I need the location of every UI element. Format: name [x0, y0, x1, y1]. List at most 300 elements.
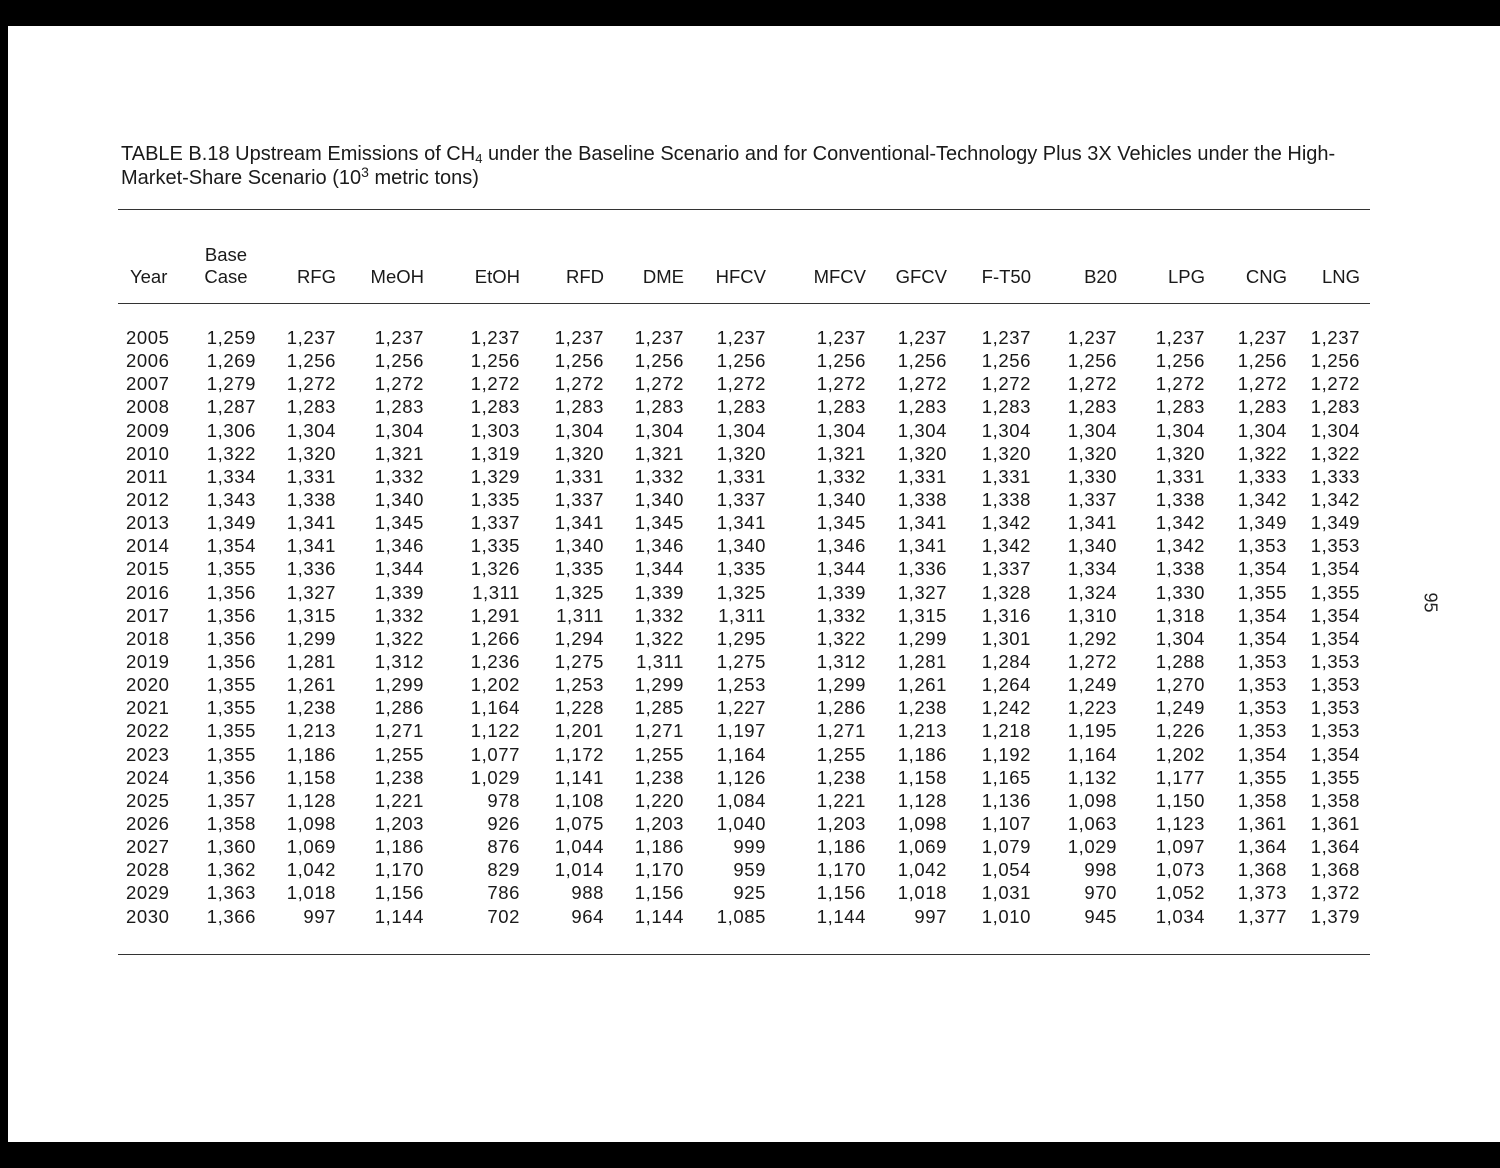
value-cell: 1,335 — [554, 558, 604, 580]
table-body — [118, 296, 1368, 928]
value-cell: 1,132 — [1067, 766, 1117, 788]
value-cell: 1,237 — [634, 327, 684, 349]
value-cell: 1,353 — [1310, 674, 1360, 696]
value-cell: 1,356 — [206, 766, 256, 788]
year-cell: 2020 — [126, 674, 170, 696]
value-cell: 945 — [1084, 905, 1117, 927]
year-cell: 2008 — [126, 396, 170, 418]
value-cell: 1,337 — [1067, 489, 1117, 511]
value-cell: 1,356 — [206, 627, 256, 649]
value-cell: 1,353 — [1310, 651, 1360, 673]
value-cell: 1,325 — [554, 581, 604, 603]
value-cell: 1,332 — [374, 465, 424, 487]
value-cell: 1,338 — [897, 489, 947, 511]
value-cell: 1,331 — [716, 465, 766, 487]
value-cell: 1,256 — [554, 350, 604, 372]
year-cell: 2016 — [126, 581, 170, 603]
value-cell: 1,322 — [634, 627, 684, 649]
value-cell: 1,372 — [1310, 882, 1360, 904]
value-cell: 1,272 — [716, 373, 766, 395]
value-cell: 1,283 — [470, 396, 520, 418]
year-cell: 2023 — [126, 743, 170, 765]
table-row — [118, 789, 1368, 812]
value-cell: 1,255 — [816, 743, 866, 765]
value-cell: 1,237 — [897, 327, 947, 349]
value-cell: 1,284 — [981, 651, 1031, 673]
document-page — [8, 26, 1500, 1142]
value-cell: 1,237 — [554, 327, 604, 349]
value-cell: 1,299 — [286, 627, 336, 649]
value-cell: 1,272 — [470, 373, 520, 395]
value-cell: 1,311 — [472, 581, 520, 603]
year-cell: 2028 — [126, 859, 170, 881]
value-cell: 1,356 — [206, 651, 256, 673]
value-cell: 1,272 — [1067, 373, 1117, 395]
value-cell: 1,337 — [981, 558, 1031, 580]
value-cell: 1,301 — [981, 627, 1031, 649]
value-cell: 1,044 — [554, 836, 604, 858]
value-cell: 1,340 — [374, 489, 424, 511]
value-cell: 1,321 — [634, 442, 684, 464]
value-cell: 1,299 — [816, 674, 866, 696]
value-cell: 1,331 — [897, 465, 947, 487]
value-cell: 786 — [487, 882, 520, 904]
value-cell: 1,256 — [816, 350, 866, 372]
value-cell: 1,346 — [634, 535, 684, 557]
value-cell: 1,355 — [206, 743, 256, 765]
value-cell: 1,018 — [286, 882, 336, 904]
value-cell: 1,186 — [374, 836, 424, 858]
value-cell: 1,042 — [897, 859, 947, 881]
column-header: GFCV — [895, 266, 947, 287]
value-cell: 1,034 — [1155, 905, 1205, 927]
value-cell: 1,353 — [1237, 535, 1287, 557]
value-cell: 1,319 — [470, 442, 520, 464]
table-row — [118, 326, 1368, 349]
value-cell: 1,123 — [1155, 813, 1205, 835]
value-cell: 1,271 — [816, 720, 866, 742]
value-cell: 1,285 — [634, 697, 684, 719]
table-row — [118, 858, 1368, 881]
value-cell: 1,312 — [816, 651, 866, 673]
value-cell: 1,331 — [981, 465, 1031, 487]
value-cell: 1,338 — [1155, 489, 1205, 511]
value-cell: 1,144 — [816, 905, 866, 927]
value-cell: 1,281 — [286, 651, 336, 673]
value-cell: 1,256 — [981, 350, 1031, 372]
value-cell: 1,237 — [1310, 327, 1360, 349]
caption-superscript: 3 — [361, 164, 369, 180]
value-cell: 959 — [733, 859, 766, 881]
value-cell: 1,320 — [554, 442, 604, 464]
value-cell: 1,356 — [206, 604, 256, 626]
value-cell: 1,341 — [554, 512, 604, 534]
value-cell: 1,311 — [636, 651, 684, 673]
value-cell: 1,270 — [1155, 674, 1205, 696]
value-cell: 1,354 — [1237, 627, 1287, 649]
value-cell: 1,330 — [1155, 581, 1205, 603]
value-cell: 1,249 — [1155, 697, 1205, 719]
value-cell: 1,107 — [981, 813, 1031, 835]
value-cell: 1,150 — [1155, 789, 1205, 811]
value-cell: 1,283 — [816, 396, 866, 418]
table-caption — [121, 142, 1361, 190]
value-cell: 1,170 — [634, 859, 684, 881]
value-cell: 1,361 — [1237, 813, 1287, 835]
value-cell: 1,349 — [1310, 512, 1360, 534]
value-cell: 1,156 — [634, 882, 684, 904]
value-cell: 1,031 — [981, 882, 1031, 904]
value-cell: 1,360 — [206, 836, 256, 858]
value-cell: 1,328 — [981, 581, 1031, 603]
value-cell: 1,052 — [1155, 882, 1205, 904]
value-cell: 1,321 — [816, 442, 866, 464]
table-row — [118, 488, 1368, 511]
table-row — [118, 835, 1368, 858]
top-rule — [118, 209, 1370, 210]
value-cell: 1,256 — [1155, 350, 1205, 372]
value-cell: 1,330 — [1067, 465, 1117, 487]
header-row — [118, 226, 1368, 296]
value-cell: 1,275 — [554, 651, 604, 673]
value-cell: 1,288 — [1155, 651, 1205, 673]
year-cell: 2019 — [126, 651, 170, 673]
value-cell: 1,364 — [1237, 836, 1287, 858]
value-cell: 1,322 — [816, 627, 866, 649]
value-cell: 1,237 — [1067, 327, 1117, 349]
column-header: RFD — [565, 266, 604, 287]
year-cell: 2021 — [126, 697, 170, 719]
value-cell: 1,069 — [286, 836, 336, 858]
value-cell: 1,373 — [1237, 882, 1287, 904]
value-cell: 1,029 — [470, 766, 520, 788]
value-cell: 1,292 — [1067, 627, 1117, 649]
value-cell: 1,353 — [1237, 651, 1287, 673]
value-cell: 1,336 — [286, 558, 336, 580]
value-cell: 1,346 — [374, 535, 424, 557]
value-cell: 1,304 — [1237, 419, 1287, 441]
value-cell: 970 — [1084, 882, 1117, 904]
value-cell: 1,304 — [634, 419, 684, 441]
year-cell: 2005 — [126, 327, 170, 349]
value-cell: 1,156 — [816, 882, 866, 904]
value-cell: 1,144 — [634, 905, 684, 927]
value-cell: 1,333 — [1310, 465, 1360, 487]
value-cell: 1,261 — [897, 674, 947, 696]
value-cell: 1,279 — [206, 373, 256, 395]
header-spacer — [118, 296, 1368, 326]
value-cell: 1,192 — [981, 743, 1031, 765]
caption-text-part2: under the Baseline Scenario and for Conventional-Technology Plus 3X Vehicles under the High-Market-Share Scenario (10 — [121, 143, 1336, 189]
value-cell: 1,332 — [634, 604, 684, 626]
column-header: MeOH — [370, 266, 424, 287]
value-cell: 1,346 — [816, 535, 866, 557]
value-cell: 1,304 — [816, 419, 866, 441]
table-row — [118, 812, 1368, 835]
value-cell: 1,311 — [556, 604, 604, 626]
value-cell: 1,272 — [374, 373, 424, 395]
value-cell: 1,253 — [716, 674, 766, 696]
caption-text-part3: metric tons) — [368, 167, 479, 189]
column-header: LPG — [1167, 266, 1205, 287]
column-header: EtOH — [474, 266, 520, 287]
value-cell: 1,354 — [1237, 743, 1287, 765]
table-row — [118, 719, 1368, 742]
table-row — [118, 511, 1368, 534]
value-cell: 1,164 — [470, 697, 520, 719]
value-cell: 1,353 — [1237, 674, 1287, 696]
table-row — [118, 881, 1368, 904]
value-cell: 1,349 — [206, 512, 256, 534]
value-cell: 1,349 — [1237, 512, 1287, 534]
value-cell: 1,355 — [1310, 581, 1360, 603]
value-cell: 1,342 — [1310, 489, 1360, 511]
value-cell: 1,342 — [1155, 535, 1205, 557]
value-cell: 1,337 — [554, 489, 604, 511]
value-cell: 1,353 — [1310, 535, 1360, 557]
value-cell: 1,283 — [716, 396, 766, 418]
value-cell: 1,355 — [206, 674, 256, 696]
value-cell: 1,341 — [286, 535, 336, 557]
value-cell: 1,128 — [286, 789, 336, 811]
value-cell: 1,069 — [897, 836, 947, 858]
value-cell: 1,272 — [634, 373, 684, 395]
year-cell: 2007 — [126, 373, 170, 395]
value-cell: 1,368 — [1310, 859, 1360, 881]
value-cell: 1,283 — [981, 396, 1031, 418]
value-cell: 1,253 — [554, 674, 604, 696]
value-cell: 1,186 — [897, 743, 947, 765]
column-header: Base Case — [204, 244, 248, 287]
table-row — [118, 372, 1368, 395]
value-cell: 1,341 — [716, 512, 766, 534]
value-cell: 1,335 — [470, 535, 520, 557]
value-cell: 1,221 — [816, 789, 866, 811]
value-cell: 1,315 — [897, 604, 947, 626]
value-cell: 1,283 — [1310, 396, 1360, 418]
value-cell: 1,336 — [897, 558, 947, 580]
value-cell: 1,294 — [554, 627, 604, 649]
value-cell: 1,329 — [470, 465, 520, 487]
value-cell: 1,223 — [1067, 697, 1117, 719]
value-cell: 1,326 — [470, 558, 520, 580]
value-cell: 1,141 — [554, 766, 604, 788]
year-cell: 2027 — [126, 836, 170, 858]
value-cell: 1,343 — [206, 489, 256, 511]
value-cell: 1,256 — [470, 350, 520, 372]
value-cell: 1,291 — [470, 604, 520, 626]
value-cell: 1,322 — [206, 442, 256, 464]
value-cell: 1,325 — [716, 581, 766, 603]
value-cell: 1,324 — [1067, 581, 1117, 603]
value-cell: 1,172 — [554, 743, 604, 765]
value-cell: 1,355 — [1237, 581, 1287, 603]
value-cell: 1,195 — [1067, 720, 1117, 742]
value-cell: 1,238 — [374, 766, 424, 788]
value-cell: 1,332 — [816, 465, 866, 487]
column-header: MFCV — [813, 266, 866, 287]
table-row — [118, 905, 1368, 928]
value-cell: 1,337 — [716, 489, 766, 511]
year-cell: 2013 — [126, 512, 170, 534]
value-cell: 1,283 — [897, 396, 947, 418]
value-cell: 1,320 — [1155, 442, 1205, 464]
value-cell: 1,315 — [286, 604, 336, 626]
year-cell: 2022 — [126, 720, 170, 742]
table-row — [118, 604, 1368, 627]
year-cell: 2026 — [126, 813, 170, 835]
value-cell: 1,256 — [897, 350, 947, 372]
value-cell: 1,272 — [1067, 651, 1117, 673]
value-cell: 702 — [487, 905, 520, 927]
value-cell: 1,144 — [374, 905, 424, 927]
value-cell: 1,266 — [470, 627, 520, 649]
value-cell: 1,353 — [1310, 697, 1360, 719]
value-cell: 1,237 — [1237, 327, 1287, 349]
year-cell: 2012 — [126, 489, 170, 511]
value-cell: 1,238 — [634, 766, 684, 788]
value-cell: 1,327 — [897, 581, 947, 603]
value-cell: 1,136 — [981, 789, 1031, 811]
value-cell: 978 — [487, 789, 520, 811]
value-cell: 1,358 — [1237, 789, 1287, 811]
value-cell: 1,304 — [981, 419, 1031, 441]
value-cell: 1,355 — [206, 697, 256, 719]
value-cell: 1,256 — [716, 350, 766, 372]
value-cell: 1,354 — [1310, 627, 1360, 649]
table-row — [118, 442, 1368, 465]
value-cell: 1,269 — [206, 350, 256, 372]
value-cell: 876 — [487, 836, 520, 858]
value-cell: 1,353 — [1237, 720, 1287, 742]
value-cell: 829 — [487, 859, 520, 881]
value-cell: 1,283 — [554, 396, 604, 418]
value-cell: 1,272 — [816, 373, 866, 395]
value-cell: 1,283 — [1237, 396, 1287, 418]
value-cell: 1,354 — [1237, 604, 1287, 626]
value-cell: 1,283 — [374, 396, 424, 418]
value-cell: 1,320 — [1067, 442, 1117, 464]
value-cell: 1,261 — [286, 674, 336, 696]
value-cell: 1,256 — [286, 350, 336, 372]
value-cell: 964 — [571, 905, 604, 927]
value-cell: 1,272 — [554, 373, 604, 395]
table-row — [118, 766, 1368, 789]
value-cell: 925 — [733, 882, 766, 904]
column-header: LNG — [1321, 266, 1360, 287]
value-cell: 1,256 — [374, 350, 424, 372]
value-cell: 1,272 — [1155, 373, 1205, 395]
value-cell: 1,339 — [816, 581, 866, 603]
value-cell: 1,271 — [634, 720, 684, 742]
year-cell: 2029 — [126, 882, 170, 904]
value-cell: 1,320 — [981, 442, 1031, 464]
value-cell: 1,228 — [554, 697, 604, 719]
value-cell: 1,295 — [716, 627, 766, 649]
value-cell: 1,335 — [470, 489, 520, 511]
value-cell: 1,283 — [1067, 396, 1117, 418]
value-cell: 997 — [303, 905, 336, 927]
value-cell: 1,256 — [1310, 350, 1360, 372]
value-cell: 1,354 — [1310, 558, 1360, 580]
value-cell: 1,018 — [897, 882, 947, 904]
value-cell: 1,256 — [1237, 350, 1287, 372]
value-cell: 1,340 — [816, 489, 866, 511]
value-cell: 1,271 — [374, 720, 424, 742]
value-cell: 998 — [1084, 859, 1117, 881]
value-cell: 1,084 — [716, 789, 766, 811]
value-cell: 1,286 — [374, 697, 424, 719]
value-cell: 1,333 — [1237, 465, 1287, 487]
value-cell: 1,312 — [374, 651, 424, 673]
value-cell: 1,218 — [981, 720, 1031, 742]
value-cell: 1,340 — [634, 489, 684, 511]
value-cell: 1,249 — [1067, 674, 1117, 696]
value-cell: 1,368 — [1237, 859, 1287, 881]
value-cell: 988 — [571, 882, 604, 904]
value-cell: 926 — [487, 813, 520, 835]
value-cell: 1,255 — [374, 743, 424, 765]
year-cell: 2006 — [126, 350, 170, 372]
value-cell: 1,304 — [554, 419, 604, 441]
value-cell: 1,256 — [1067, 350, 1117, 372]
value-cell: 1,203 — [634, 813, 684, 835]
year-cell: 2010 — [126, 442, 170, 464]
value-cell: 1,201 — [554, 720, 604, 742]
value-cell: 1,342 — [1237, 489, 1287, 511]
value-cell: 1,256 — [634, 350, 684, 372]
value-cell: 1,334 — [1067, 558, 1117, 580]
value-cell: 1,272 — [897, 373, 947, 395]
page-number: 95 — [1420, 592, 1441, 613]
value-cell: 1,299 — [374, 674, 424, 696]
year-cell: 2030 — [126, 905, 170, 927]
value-cell: 1,340 — [1067, 535, 1117, 557]
value-cell: 1,355 — [206, 558, 256, 580]
table-row — [118, 650, 1368, 673]
value-cell: 1,203 — [816, 813, 866, 835]
value-cell: 1,085 — [716, 905, 766, 927]
value-cell: 1,316 — [981, 604, 1031, 626]
table-row — [118, 673, 1368, 696]
value-cell: 1,341 — [897, 535, 947, 557]
value-cell: 1,304 — [374, 419, 424, 441]
bottom-rule — [118, 954, 1370, 955]
value-cell: 1,010 — [981, 905, 1031, 927]
value-cell: 1,063 — [1067, 813, 1117, 835]
year-cell: 2017 — [126, 604, 170, 626]
table-row — [118, 395, 1368, 418]
value-cell: 1,339 — [374, 581, 424, 603]
value-cell: 1,226 — [1155, 720, 1205, 742]
value-cell: 1,354 — [1237, 558, 1287, 580]
column-header: Year — [130, 266, 168, 287]
value-cell: 1,236 — [470, 651, 520, 673]
value-cell: 1,353 — [1310, 720, 1360, 742]
value-cell: 1,356 — [206, 581, 256, 603]
value-cell: 1,164 — [716, 743, 766, 765]
year-cell: 2025 — [126, 789, 170, 811]
value-cell: 1,310 — [1067, 604, 1117, 626]
column-header: CNG — [1245, 266, 1287, 287]
value-cell: 1,334 — [206, 465, 256, 487]
value-cell: 1,213 — [897, 720, 947, 742]
value-cell: 1,108 — [554, 789, 604, 811]
value-cell: 1,361 — [1310, 813, 1360, 835]
value-cell: 1,098 — [897, 813, 947, 835]
value-cell: 1,331 — [554, 465, 604, 487]
value-cell: 1,029 — [1067, 836, 1117, 858]
